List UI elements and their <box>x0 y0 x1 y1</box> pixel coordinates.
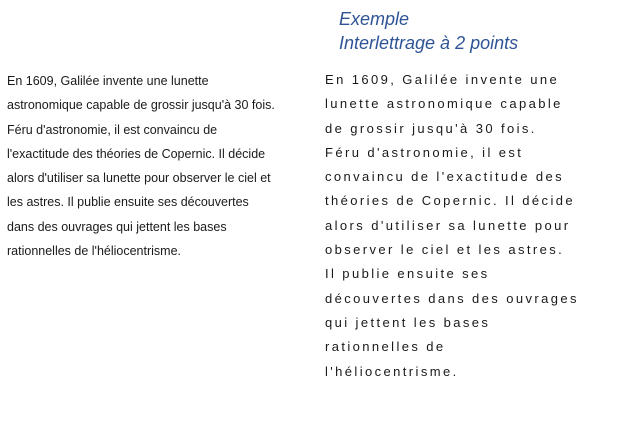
paragraph-line: rationnelles de l'héliocentrisme. <box>7 244 182 259</box>
paragraph-line: Féru d'astronomie, il est convaincu de <box>7 122 218 137</box>
example-heading <box>339 7 518 55</box>
paragraph-line: l'exactitude des théories de Copernic. Il décide <box>7 146 266 161</box>
paragraph-line: convaincu de l'exactitude des <box>325 169 565 185</box>
paragraph-line: lunette astronomique capable <box>325 96 563 112</box>
heading-subtitle: Interlettrage à 2 points <box>339 33 519 53</box>
paragraph-line: alors d'utiliser sa lunette pour observer le ciel et <box>7 171 271 186</box>
paragraph-line: observer le ciel et les astres. <box>325 242 565 258</box>
letter-spaced-paragraph <box>325 68 630 384</box>
heading-title: Exemple <box>339 9 410 29</box>
paragraph-line: Il publie ensuite ses <box>325 266 490 282</box>
paragraph-line: En 1609, Galilée invente une <box>325 72 560 87</box>
paragraph-line: astronomique capable de grossir jusqu'à 30 fois. <box>7 98 275 113</box>
paragraph-line: découvertes dans des ouvrages <box>325 290 579 306</box>
paragraph-line: En 1609, Galilée invente une lunette <box>7 74 209 88</box>
paragraph-line: rationnelles de <box>325 339 446 355</box>
paragraph-line: les astres. Il publie ensuite ses découvertes <box>7 195 249 210</box>
paragraph-line: alors d'utiliser sa lunette pour <box>325 217 571 233</box>
paragraph-line: Féru d'astronomie, il est <box>325 144 524 160</box>
paragraph-line: théories de Copernic. Il décide <box>325 193 576 209</box>
normal-spacing-paragraph <box>7 69 317 263</box>
paragraph-line: de grossir jusqu'à 30 fois. <box>325 120 537 136</box>
paragraph-line: qui jettent les bases <box>325 314 491 330</box>
paragraph-line: l'héliocentrisme. <box>325 363 459 379</box>
paragraph-line: dans des ouvrages qui jettent les bases <box>7 219 227 234</box>
